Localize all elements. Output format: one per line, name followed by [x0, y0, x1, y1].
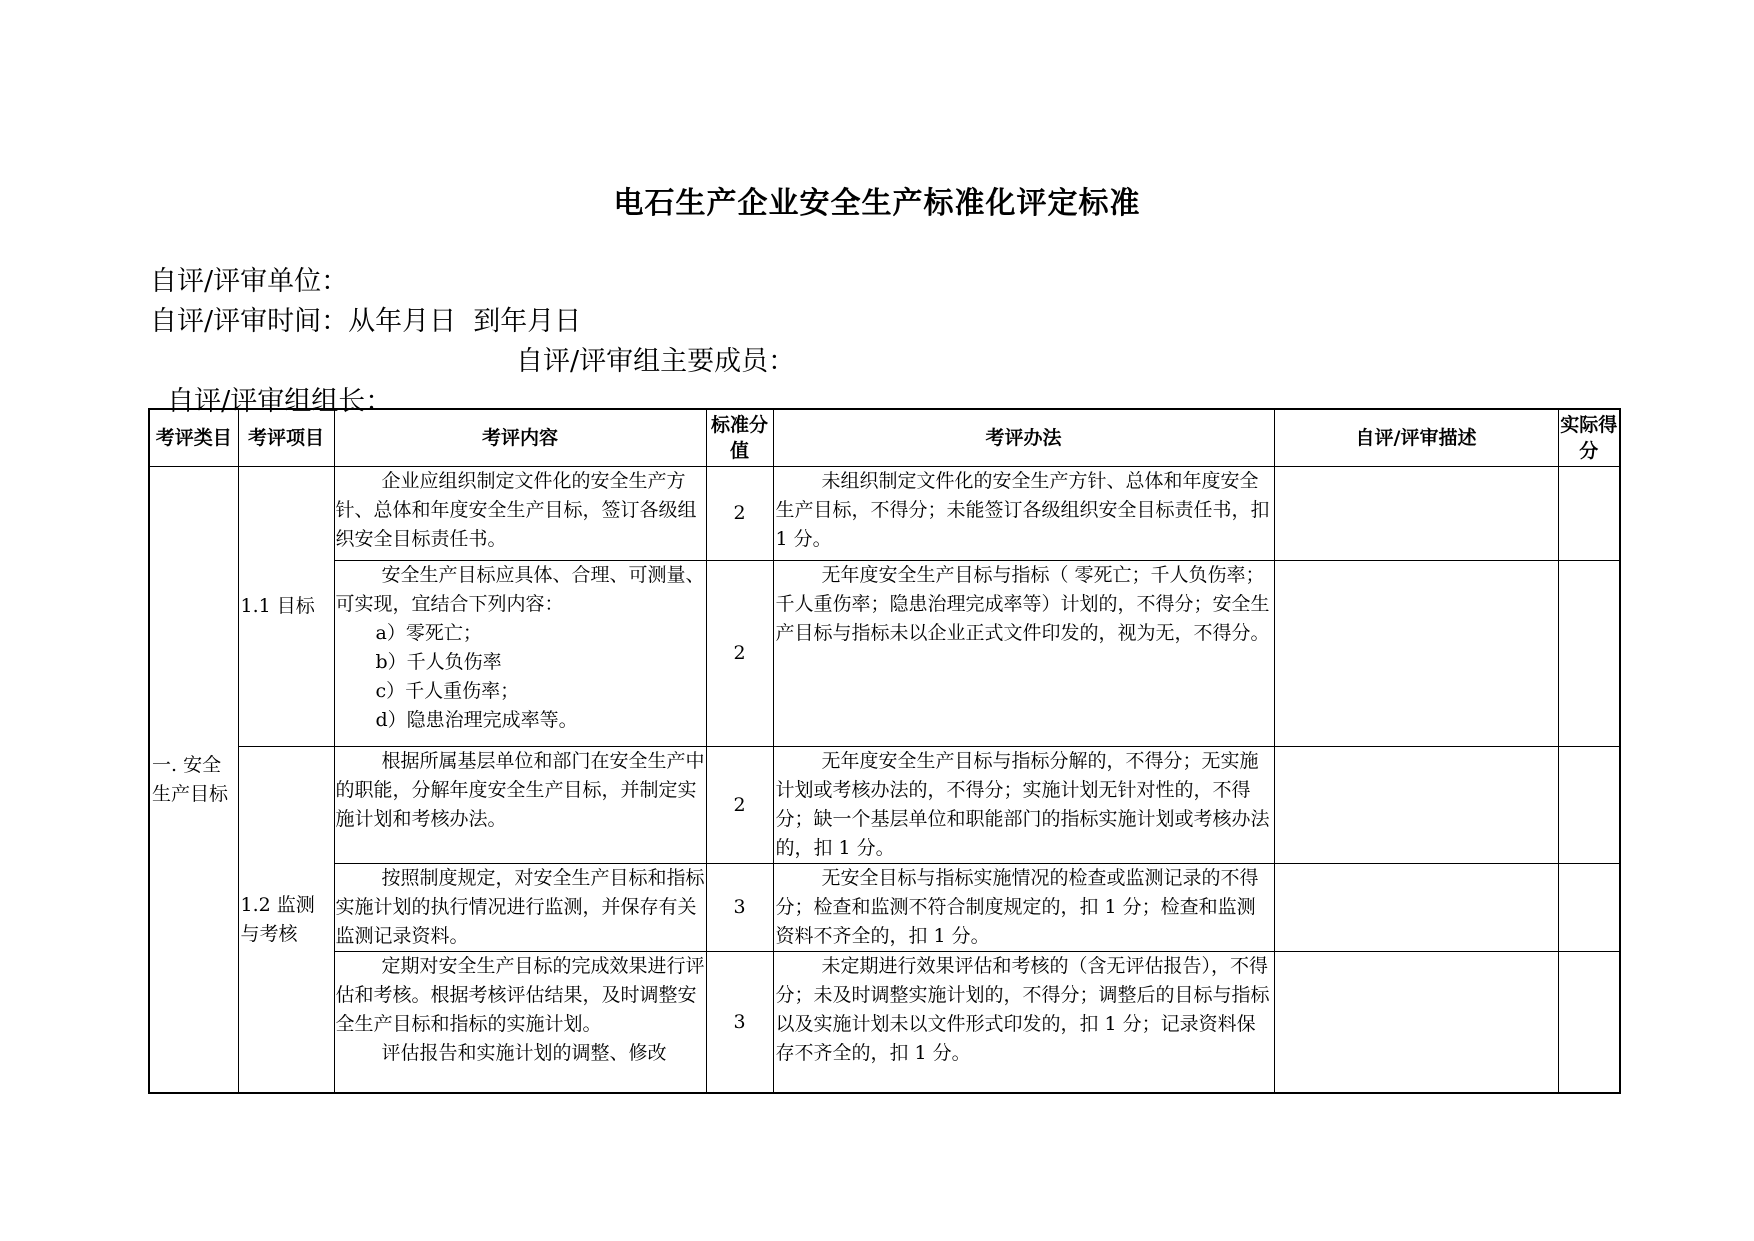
table-row	[149, 561, 1620, 747]
table-row	[149, 467, 1620, 561]
actual-score-cell[interactable]	[1558, 467, 1620, 561]
content-list-item: c）千人重伤率；	[375, 680, 520, 702]
method-text: 未定期进行效果评估和考核的（含无评估报告），不得分；未及时调整实施计划的，不得分；调整后的目标与指标以及实施计划未以文件形式印发的，扣 1 分；记录资料保存不齐全的，扣 1 分。	[775, 955, 1270, 1064]
category-cell: 一. 安全生产目标	[149, 467, 238, 1094]
actual-score-cell[interactable]	[1558, 952, 1620, 1094]
content-text-continued: 评估报告和实施计划的调整、修改	[381, 1042, 667, 1064]
content-text: 按照制度规定，对安全生产目标和指标实施计划的执行情况进行监测，并保存有关监测记录资料。	[335, 867, 705, 947]
project-cell-monitoring: 1.2 监测与考核	[238, 747, 334, 1094]
content-text: 安全生产目标应具体、合理、可测量、可实现，宜结合下列内容：	[335, 564, 705, 615]
score-cell: 2	[706, 747, 773, 864]
actual-score-cell[interactable]	[1558, 747, 1620, 864]
evaluation-standard-table	[148, 408, 1621, 1094]
content-cell	[334, 952, 706, 1094]
method-text: 未组织制定文件化的安全生产方针、总体和年度安全生产目标，不得分；未能签订各级组织安全目标责任书，扣 1 分。	[775, 470, 1270, 550]
method-cell	[773, 467, 1274, 561]
score-cell: 2	[706, 561, 773, 747]
actual-score-cell[interactable]	[1558, 561, 1620, 747]
self-eval-cell[interactable]	[1274, 952, 1558, 1094]
method-text: 无安全目标与指标实施情况的检查或监测记录的不得分；检查和监测不符合制度规定的，扣 1 分；检查和监测资料不齐全的，扣 1 分。	[775, 867, 1259, 947]
method-text: 无年度安全生产目标与指标分解的，不得分；无实施计划或考核办法的，不得分；实施计划无针对性的，不得分；缺一个基层单位和职能部门的指标实施计划或考核办法的，扣 1 分。	[775, 750, 1270, 859]
header-score: 标准分值	[706, 409, 773, 467]
content-text: 企业应组织制定文件化的安全生产方针、总体和年度安全生产目标，签订各级组织安全目标责任书。	[335, 470, 697, 550]
content-list-item: b）千人负伤率	[375, 651, 502, 673]
self-eval-cell[interactable]	[1274, 747, 1558, 864]
table-header-row	[149, 409, 1620, 467]
document-title: 电石生产企业安全生产标准化评定标准	[613, 186, 1141, 221]
table-row	[149, 864, 1620, 952]
score-cell: 3	[706, 952, 773, 1094]
header-method: 考评办法	[773, 409, 1274, 467]
project-cell-target: 1.1 目标	[238, 467, 334, 747]
team-members-label: 自评/评审组主要成员：	[516, 346, 796, 377]
self-eval-cell[interactable]	[1274, 561, 1558, 747]
header-actual-score: 实际得分	[1558, 409, 1620, 467]
content-text: 定期对安全生产目标的完成效果进行评估和考核。根据考核评估结果，及时调整安全生产目标和指标的实施计划。	[335, 955, 705, 1035]
actual-score-cell[interactable]	[1558, 864, 1620, 952]
header-category: 考评类目	[149, 409, 238, 467]
method-cell	[773, 864, 1274, 952]
method-cell	[773, 747, 1274, 864]
team-leader-label: 自评/评审组组长：	[167, 386, 393, 417]
method-text: 无年度安全生产目标与指标（ 零死亡；千人负伤率；千人重伤率；隐患治理完成率等）计划的，不得分；安全生产目标与指标未以企业正式文件印发的，视为无，不得分。	[775, 564, 1270, 644]
method-cell	[773, 952, 1274, 1094]
eval-unit-line: 自评/评审单位：	[150, 266, 349, 297]
eval-time-line: 自评/评审时间：从年月日 到年月日	[150, 306, 582, 337]
self-eval-cell[interactable]	[1274, 864, 1558, 952]
method-cell	[773, 561, 1274, 747]
header-content: 考评内容	[334, 409, 706, 467]
content-text: 根据所属基层单位和部门在安全生产中的职能，分解年度安全生产目标，并制定实施计划和考核办法。	[335, 750, 705, 830]
header-project: 考评项目	[238, 409, 334, 467]
content-list-item: a）零死亡；	[375, 622, 482, 644]
content-cell	[334, 561, 706, 747]
content-cell	[334, 747, 706, 864]
table-row	[149, 747, 1620, 864]
self-eval-cell[interactable]	[1274, 467, 1558, 561]
content-cell	[334, 864, 706, 952]
score-cell: 2	[706, 467, 773, 561]
content-cell	[334, 467, 706, 561]
header-self-eval: 自评/评审描述	[1274, 409, 1558, 467]
content-list-item: d）隐患治理完成率等。	[375, 709, 578, 731]
score-cell: 3	[706, 864, 773, 952]
table-row	[149, 952, 1620, 1094]
